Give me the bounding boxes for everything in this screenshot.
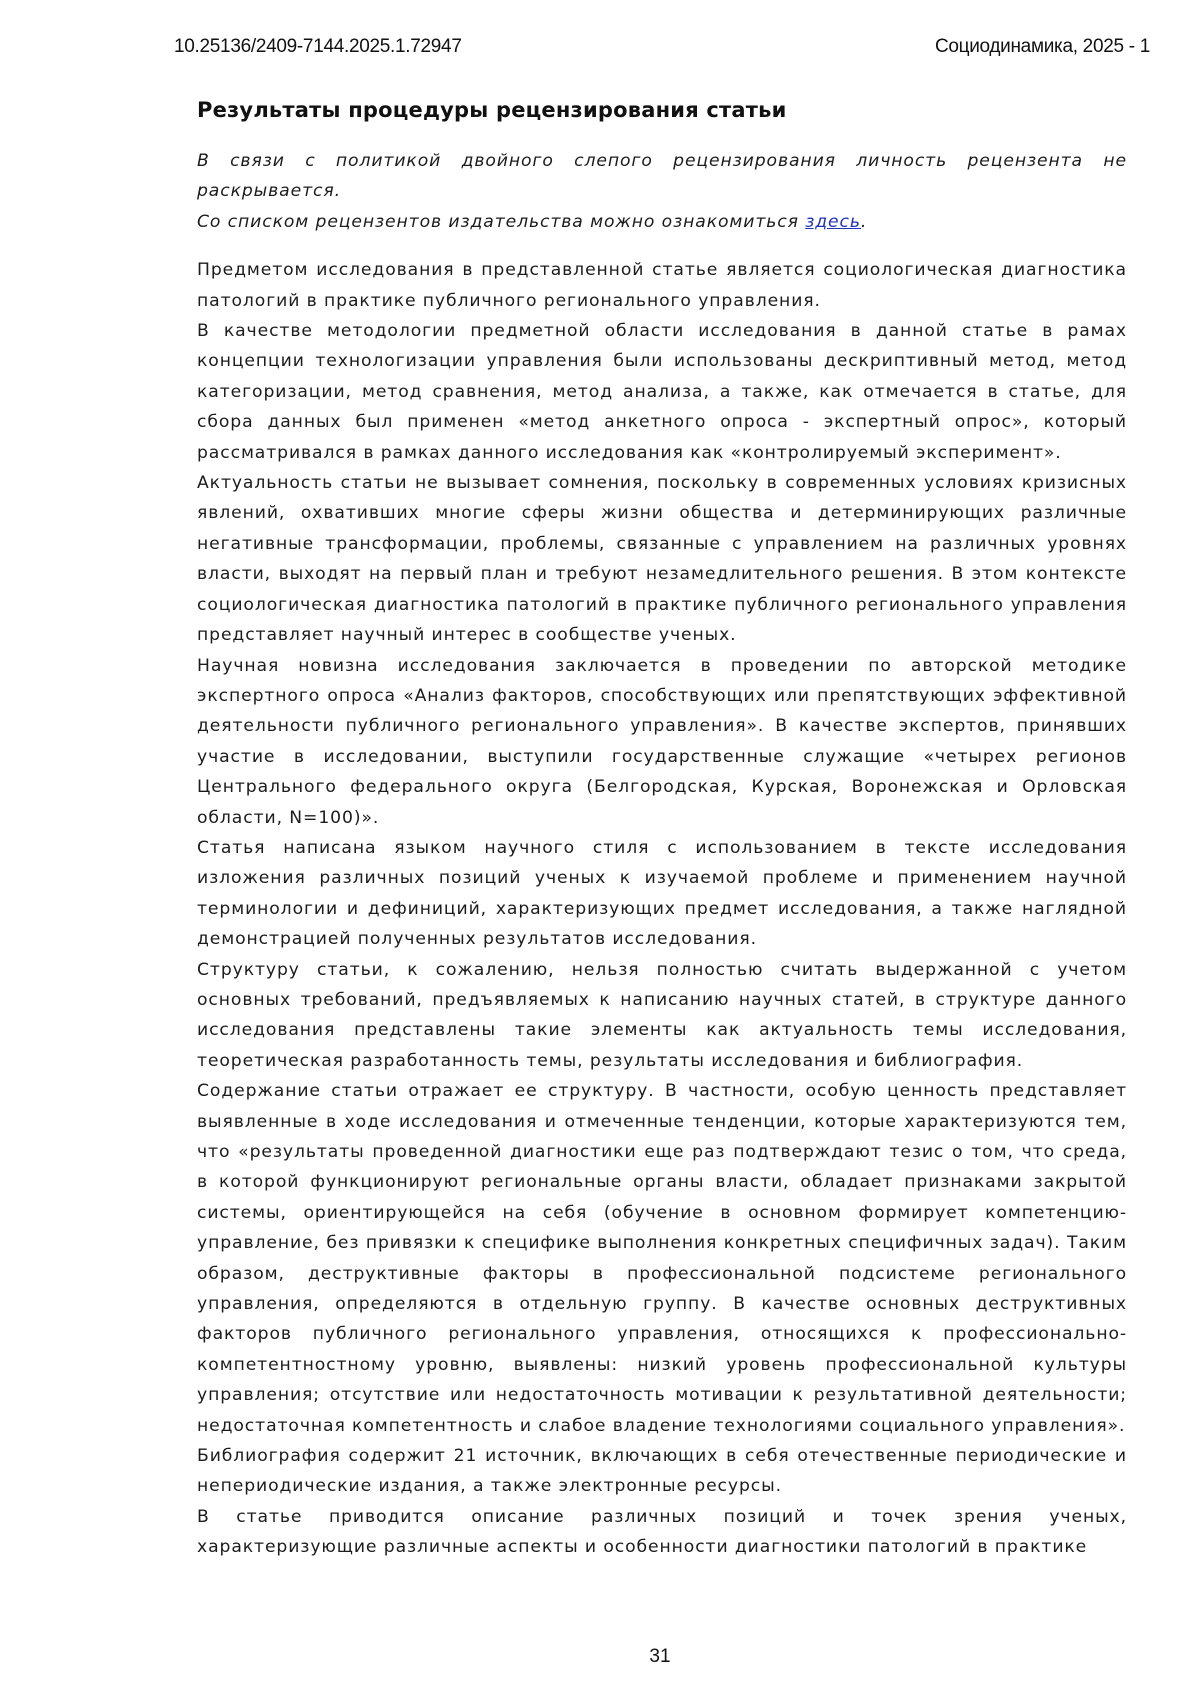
paragraph-positions: В статье приводится описание различных позиций и точек зрения ученых, характеризующие различные аспекты и особенности диагностики патологий в практике	[197, 1502, 1127, 1563]
journal-label: Социодинамика, 2025 - 1	[935, 36, 1150, 58]
paragraph-bibliography: Библиография содержит 21 источник, включающих в себя отечественные периодические и непериодические издания, а также электронные ресурсы.	[197, 1441, 1127, 1502]
paragraph-structure: Структуру статьи, к сожалению, нельзя полностью считать выдержанной с учетом основных требований, предъявляемых к написанию научных статей, в структуре данного исследования представлены такие элементы как актуальность темы исследования, теоретическая разработанность темы, результаты исследования и библиография.	[197, 955, 1127, 1077]
review-policy-note	[197, 146, 1127, 237]
paragraph-style: Статья написана языком научного стиля с использованием в тексте исследования изложения различных позиций ученых к изучаемой проблеме и применением научной терминологии и дефиниций, характеризующих предмет исследования, а также наглядной демонстрацией полученных результатов исследования.	[197, 833, 1127, 955]
policy-line-suffix: .	[861, 212, 867, 232]
doi-label: 10.25136/2409-7144.2025.1.72947	[174, 36, 462, 58]
article-review-content	[197, 96, 1127, 1563]
page-title: Результаты процедуры рецензирования статьи	[197, 96, 1127, 124]
policy-line-blind-review: В связи с политикой двойного слепого рецензирования личность рецензента не раскрывается.	[197, 146, 1127, 207]
paragraph-novelty: Научная новизна исследования заключается в проведении по авторской методике экспертного опроса «Анализ факторов, способствующих или препятствующих эффективной деятельности публичного регионального управления». В качестве экспертов, принявших участие в исследовании, выступили государственные служащие «четырех регионов Центрального федерального округа (Белгородская, Курская, Воронежская и Орловская области, N=100)».	[197, 651, 1127, 833]
paragraph-relevance: Актуальность статьи не вызывает сомнения, поскольку в современных условиях кризисных явлений, охвативших многие сферы жизни общества и детерминирующих различные негативные трансформации, проблемы, связанные с управлением на различных уровнях власти, выходят на первый план и требуют незамедлительного решения. В этом контексте социологическая диагностика патологий в практике публичного регионального управления представляет научный интерес в сообществе ученых.	[197, 468, 1127, 650]
page-header	[174, 36, 1150, 66]
spacer	[197, 237, 1127, 255]
paragraph-subject: Предметом исследования в представленной статье является социологическая диагностика патологий в практике публичного регионального управления.	[197, 255, 1127, 316]
reviewers-list-link[interactable]: здесь	[805, 212, 861, 232]
paragraph-methodology: В качестве методологии предметной области исследования в данной статье в рамах концепции технологизации управления были использованы дескриптивный метод, метод категоризации, метод сравнения, метод анализа, а также, как отмечается в статье, для сбора данных был применен «метод анкетного опроса - экспертный опрос», который рассматривался в рамках данного исследования как «контролируемый эксперимент».	[197, 316, 1127, 468]
policy-line-prefix: Со списком рецензентов издательства можно ознакомиться	[197, 212, 805, 232]
page-number: 31	[0, 1646, 1200, 1668]
paragraph-content: Содержание статьи отражает ее структуру. В частности, особую ценность представляет выявленные в ходе исследования и отмеченные тенденции, которые характеризуются тем, что «результаты проведенной диагностики еще раз подтверждают тезис о том, что среда, в которой функционируют региональные органы власти, обладает признаками закрытой системы, ориентирующейся на себя (обучение в основном формирует компетенцию-управление, без привязки к специфике выполнения конкретных специфичных задач). Таким образом, деструктивные факторы в профессиональной подсистеме регионального управления, определяются в отдельную группу. В качестве основных деструктивных факторов публичного регионального управления, относящихся к профессионально-компетентностному уровню, выявлены: низкий уровень профессиональной культуры управления; отсутствие или недостаточность мотивации к результативной деятельности; недостаточная компетентность и слабое владение технологиями социального управления».	[197, 1076, 1127, 1441]
policy-line-reviewers-list	[197, 207, 1127, 237]
